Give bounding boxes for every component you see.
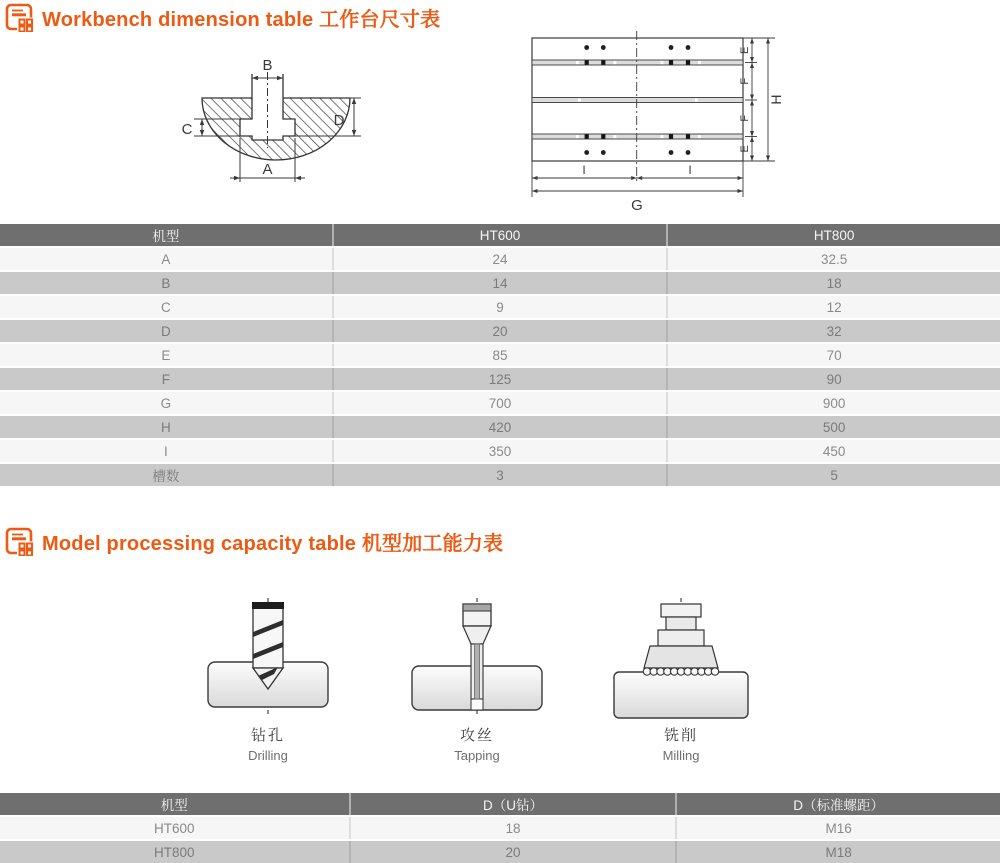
drill-body [253, 608, 283, 668]
table-document-icon [4, 2, 34, 32]
dim-label-c: C [181, 121, 193, 138]
t1-r9-label: 槽数 [152, 469, 180, 484]
t1-r2-label: C [160, 299, 171, 315]
tap-taper [463, 626, 491, 644]
mill-inserts [643, 668, 718, 675]
t2-r1-u-drill: 20 [349, 841, 676, 863]
t1-r4-ht800: 70 [666, 344, 1000, 366]
t1-r5-ht800: 90 [666, 368, 1000, 390]
processing-capacity-table [0, 793, 1000, 863]
tool-label-zh: 攻丝 [459, 727, 494, 744]
tapping-illustration [392, 596, 562, 720]
t1-r9-ht800: 5 [666, 464, 1000, 486]
workbench-dimension-table [0, 224, 1000, 488]
dim-label-e-bottom: E [739, 145, 751, 153]
t1-r0-ht800: 32.5 [666, 248, 1000, 270]
bottom-dimension-arrows [532, 176, 743, 193]
mill-cutter-body [644, 646, 718, 668]
t1-r3-ht600: 20 [332, 320, 667, 342]
t1-r6-label: G [160, 395, 172, 411]
section-header-workbench [4, 2, 440, 32]
table-document-icon [4, 526, 34, 556]
table-header-row [0, 224, 1000, 246]
mill-collar [658, 630, 704, 646]
table-row [0, 248, 1000, 270]
t2-r0-model: HT600 [154, 820, 195, 836]
t-slot-1 [532, 60, 743, 65]
t2-header-model: 机型 [160, 798, 188, 813]
t1-r7-label: H [160, 419, 171, 435]
t1-r0-ht600: 24 [332, 248, 667, 270]
table-row [0, 392, 1000, 414]
bottom-dimension-lines [532, 161, 743, 197]
milling-illustration [596, 596, 766, 720]
tap-shank-band [463, 604, 491, 611]
table-row [0, 272, 1000, 294]
t2-header-std-pitch: D（标准螺距） [675, 793, 1000, 815]
drilling-illustration [183, 596, 353, 720]
t1-r2-ht600: 9 [332, 296, 667, 318]
table-row [0, 440, 1000, 462]
tool-label-zh: 钻孔 [250, 727, 285, 744]
dim-label-g: G [631, 197, 643, 214]
section-title-workbench: Workbench dimension table 工作台尺寸表 [42, 8, 441, 31]
t1-r9-ht600: 3 [332, 464, 667, 486]
dim-label-e-top: E [739, 46, 751, 54]
t2-r1-std-pitch: M18 [675, 841, 1000, 863]
tool-label-en: Milling [662, 748, 700, 763]
chain-arrows [750, 38, 770, 161]
t1-r6-ht800: 900 [666, 392, 1000, 414]
tool-label-en: Tapping [454, 748, 500, 763]
t1-r7-ht800: 500 [666, 416, 1000, 438]
t1-r3-ht800: 32 [666, 320, 1000, 342]
t2-r0-std-pitch: M16 [675, 817, 1000, 839]
tool-label-zh: 铣削 [663, 727, 698, 744]
section-header-capacity [4, 526, 503, 556]
tool-label-en: Drilling [248, 748, 288, 763]
t1-r1-ht600: 14 [332, 272, 667, 294]
dim-label-f-bottom: F [739, 114, 751, 122]
t1-header-ht800: HT800 [666, 224, 1000, 246]
dim-label-i-right: I [688, 163, 692, 177]
dim-label-b: B [262, 57, 273, 74]
t1-r1-label: B [161, 275, 171, 291]
t1-header-model: 机型 [152, 229, 180, 244]
table-header-row [0, 793, 1000, 815]
table-row [0, 416, 1000, 438]
table-row [0, 368, 1000, 390]
mill-arbor-neck [666, 617, 696, 630]
t1-r2-ht800: 12 [666, 296, 1000, 318]
dim-label-f-top: F [739, 77, 751, 85]
t2-r0-u-drill: 18 [349, 817, 676, 839]
t1-r4-ht600: 85 [332, 344, 667, 366]
t1-r5-label: F [161, 371, 170, 387]
drill-shank-cap [252, 602, 284, 609]
table-row [0, 344, 1000, 366]
tap-thread [475, 644, 480, 699]
t2-r1-model: HT800 [154, 844, 195, 860]
tool-figure-tapping [392, 596, 562, 763]
workpiece-block [614, 672, 748, 718]
t1-r3-label: D [160, 323, 171, 339]
dim-label-d: D [333, 112, 345, 129]
t-slot-2 [532, 98, 743, 103]
t1-r6-ht600: 700 [332, 392, 667, 414]
table-row [0, 464, 1000, 486]
t1-r8-ht800: 450 [666, 440, 1000, 462]
dim-label-a: A [262, 161, 273, 178]
t1-r1-ht800: 18 [666, 272, 1000, 294]
table-row [0, 320, 1000, 342]
t1-header-ht600: HT600 [332, 224, 667, 246]
table-row [0, 841, 1000, 863]
t1-r8-ht600: 350 [332, 440, 667, 462]
table-row [0, 817, 1000, 839]
section-title-capacity: Model processing capacity table 机型加工能力表 [42, 532, 504, 555]
table-row [0, 296, 1000, 318]
workbench-top-view-diagram [505, 25, 797, 217]
t-slot-cross-section-diagram [180, 48, 370, 188]
t2-header-u-drill: D（U钻） [349, 793, 676, 815]
t1-r7-ht600: 420 [332, 416, 667, 438]
tool-figure-drilling [183, 596, 353, 763]
tool-figure-milling [596, 596, 766, 763]
t-slot-3 [532, 134, 743, 139]
t1-r5-ht600: 125 [332, 368, 667, 390]
t1-r4-label: E [161, 347, 171, 363]
dim-label-h: H [768, 94, 784, 105]
t1-r0-label: A [161, 251, 171, 267]
mill-arbor-cap [661, 604, 701, 617]
dim-label-i-left: I [582, 163, 586, 177]
t1-r8-label: I [163, 443, 168, 459]
